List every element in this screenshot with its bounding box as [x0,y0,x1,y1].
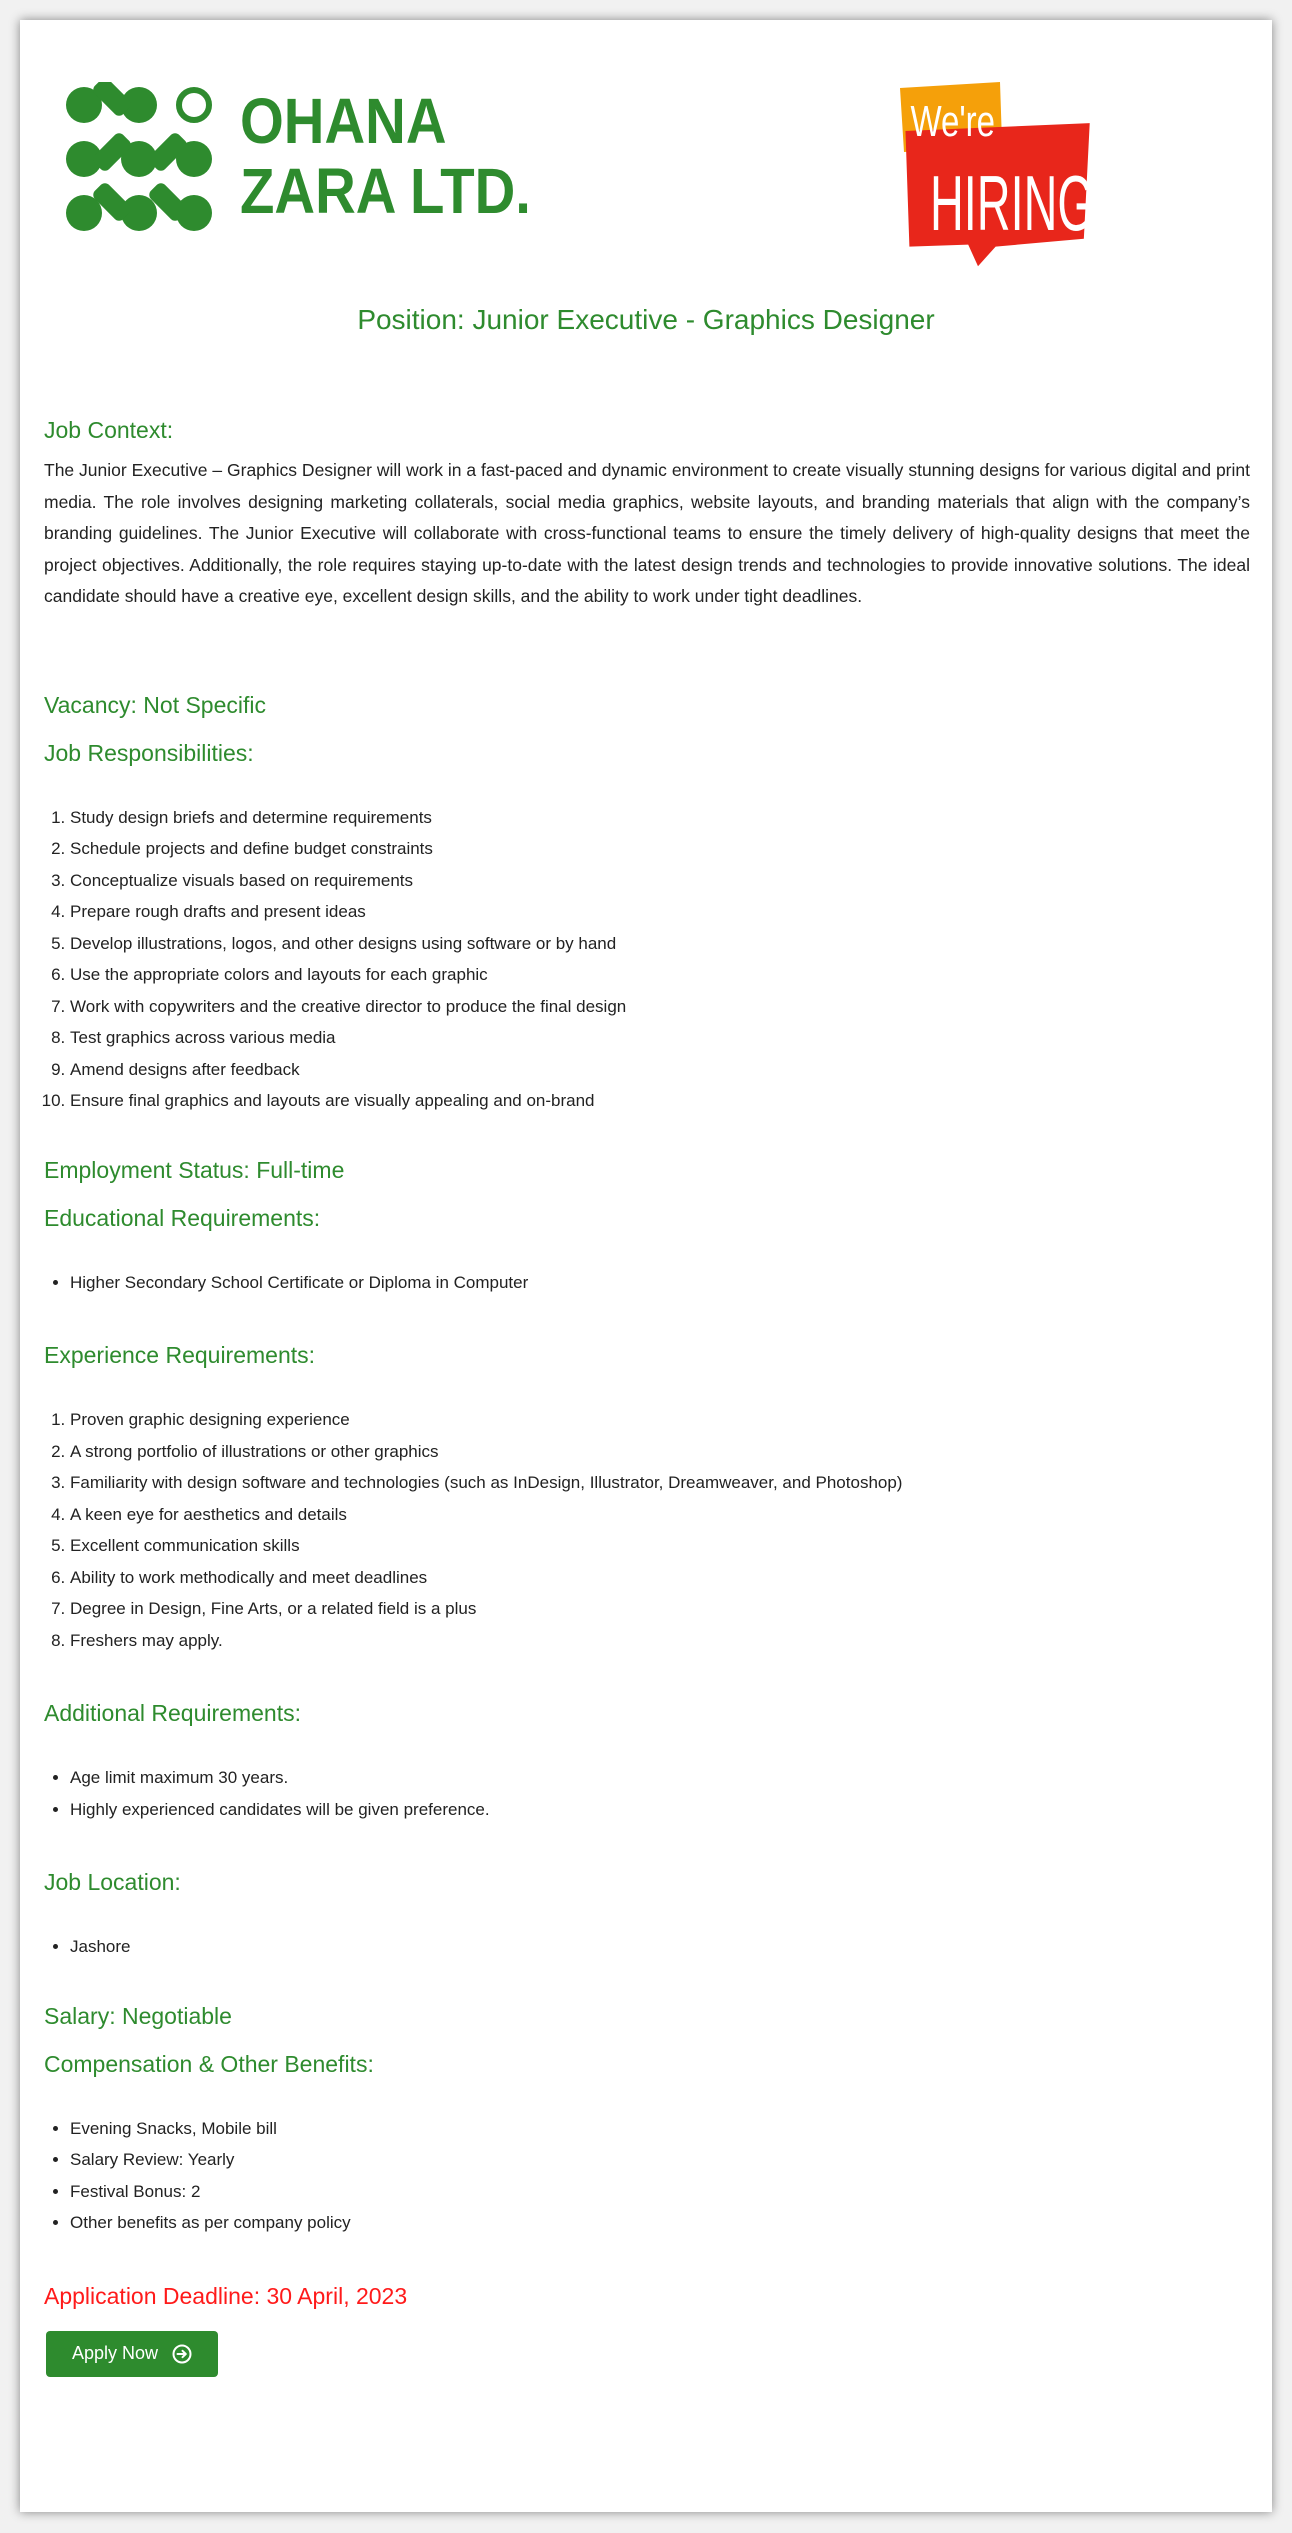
list-item: • Other benefits as per company policy [70,2207,1250,2239]
list-item: • Age limit maximum 30 years. [70,1762,1250,1794]
apply-now-button[interactable] [46,2331,218,2377]
location-list [44,1931,1250,1963]
responsibilities-heading: Job Responsibilities: [44,739,254,766]
list-item: 8. Freshers may apply. [70,1625,1250,1657]
benefits-heading: Compensation & Other Benefits: [44,2050,374,2077]
list-item: 7. Degree in Design, Fine Arts, or a related field is a plus [70,1593,1250,1625]
badge-bottom-word: HIRING [930,159,1094,247]
company-name-line2: ZARA LTD. [240,155,531,227]
company-logo [64,82,224,242]
list-item: 6. Ability to work methodically and meet deadlines [70,1562,1250,1594]
list-item: • Higher Secondary School Certificate or Diploma in Computer [70,1267,1250,1299]
list-item: 5. Excellent communication skills [70,1530,1250,1562]
list-item: 4. A keen eye for aesthetics and details [70,1499,1250,1531]
job-context-text: The Junior Executive – Graphics Designer will work in a fast-paced and dynamic environment to create visually stunning designs for various digital and print media. The role involves designing marketing collaterals, social media graphics, website layouts, and branding materials that align with the company’s branding guidelines. The Junior Executive will collaborate with cross-functional teams to ensure the timely delivery of high-quality designs that meet the project objectives. Additionally, the role requires staying up-to-date with the latest design trends and technologies to provide innovative solutions. The ideal candidate should have a creative eye, excellent design skills, and the ability to work under tight deadlines. [44,460,1250,606]
benefits-list [44,2113,1250,2239]
list-item: • Evening Snacks, Mobile bill [70,2113,1250,2145]
list-item: • Jashore [70,1931,1250,1963]
badge-top-word: We're [910,97,996,147]
apply-now-label: Apply Now [72,2343,159,2363]
list-item: • Highly experienced candidates will be given preference. [70,1794,1250,1826]
employment-status: Employment Status: Full-time [44,1156,345,1183]
list-item: • Salary Review: Yearly [70,2144,1250,2176]
education-list [44,1267,1250,1299]
job-context-heading: Job Context: [44,417,174,443]
list-item: 1. Study design briefs and determine requirements [70,802,1250,834]
company-name [240,86,531,226]
list-item: • Festival Bonus: 2 [70,2176,1250,2208]
company-name-line1: OHANA [240,85,447,157]
header [20,20,1272,260]
location-heading: Job Location: [44,1869,181,1895]
additional-list [44,1762,1250,1825]
list-item: 3. Familiarity with design software and technologies (such as InDesign, Illustrator, Dreamweaver, and Photoshop) [70,1467,1250,1499]
list-item: 9. Amend designs after feedback [70,1054,1250,1086]
list-item: 1. Proven graphic designing experience [70,1404,1250,1436]
list-item: 7. Work with copywriters and the creative director to produce the final design [70,991,1250,1023]
job-details [44,415,1250,2377]
additional-heading: Additional Requirements: [44,1700,301,1726]
application-deadline: Application Deadline: 30 April, 2023 [44,2282,408,2309]
list-item: 6. Use the appropriate colors and layouts for each graphic [70,959,1250,991]
education-heading: Educational Requirements: [44,1204,321,1231]
experience-list [44,1404,1250,1656]
responsibilities-list [44,802,1250,1117]
list-item: 10. Ensure final graphics and layouts are visually appealing and on-brand [70,1085,1250,1117]
vacancy: Vacancy: Not Specific [44,691,267,718]
list-item: 4. Prepare rough drafts and present ideas [70,896,1250,928]
list-item: 2. A strong portfolio of illustrations or other graphics [70,1436,1250,1468]
arrow-right-circle-icon [172,2344,192,2364]
salary: Salary: Negotiable [44,2002,232,2029]
job-post-card [20,20,1272,2512]
list-item: 5. Develop illustrations, logos, and other designs using software or by hand [70,928,1250,960]
experience-heading: Experience Requirements: [44,1342,316,1368]
dots-network-icon [64,82,224,242]
list-item: 8. Test graphics across various media [70,1022,1250,1054]
position-title: Position: Junior Executive - Graphics Designer [357,304,935,335]
hiring-badge [900,80,1100,275]
list-item: 3. Conceptualize visuals based on requirements [70,865,1250,897]
list-item: 2. Schedule projects and define budget constraints [70,833,1250,865]
